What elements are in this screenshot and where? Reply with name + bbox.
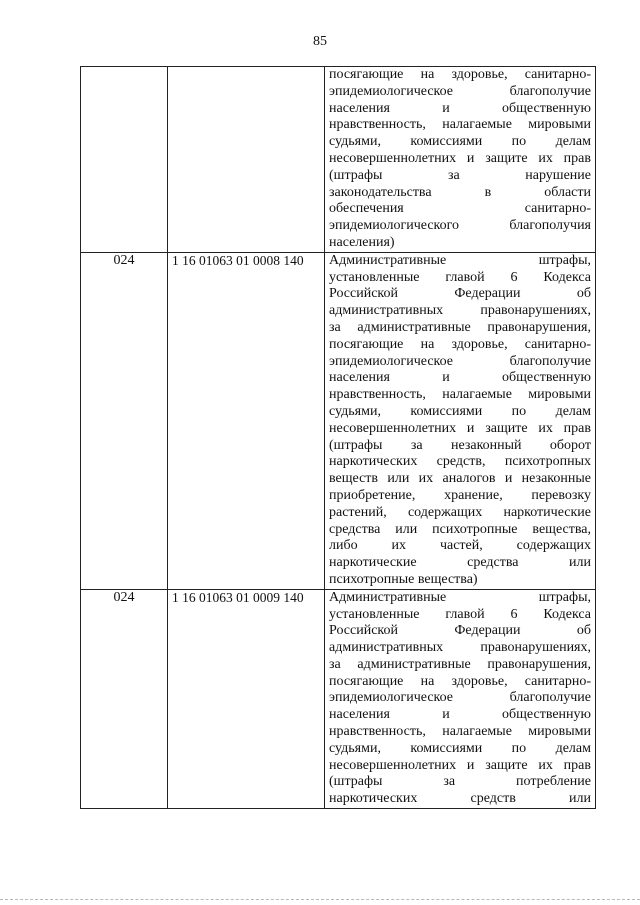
text-line: либо их частей, содержащих — [329, 538, 591, 554]
text-line: установленные главой 6 Кодекса — [329, 269, 591, 285]
text-line: посягающие на здоровье, санитарно- — [329, 673, 591, 689]
budget-code-cell: 1 16 01063 01 0008 140 — [168, 252, 325, 589]
text-line: несовершеннолетних и защите их прав — [329, 150, 591, 166]
text-line: наркотических средств, психотропных — [329, 454, 591, 470]
text-line: Административные штрафы, — [329, 589, 591, 605]
text-line: нравственность, налагаемые мировыми — [329, 724, 591, 740]
text-line: (штрафы за нарушение — [329, 167, 591, 183]
text-line: населения и общественную — [329, 370, 591, 386]
administrator-code-cell — [81, 67, 168, 253]
text-line: несовершеннолетних и защите их прав — [329, 757, 591, 773]
text-line: Российской Федерации об — [329, 286, 591, 302]
text-line: установленные главой 6 Кодекса — [329, 606, 591, 622]
table-body — [81, 67, 596, 809]
table-row — [81, 67, 596, 253]
text-line: населения) — [329, 234, 395, 250]
administrator-code-cell: 024 — [81, 589, 168, 808]
text-line: обеспечения санитарно- — [329, 201, 591, 217]
table-row — [81, 589, 596, 808]
text-line: населения и общественную — [329, 100, 591, 116]
revenue-name-cell — [325, 67, 596, 253]
text-line: населения и общественную — [329, 707, 591, 723]
budget-code-cell — [168, 67, 325, 253]
text-line: наркотические средства или — [329, 555, 591, 571]
page-number: 85 — [313, 34, 327, 49]
text-line: нравственность, налагаемые мировыми — [329, 117, 591, 133]
text-line: судьями, комиссиями по делам — [329, 403, 591, 419]
text-line: эпидемиологическое благополучие — [329, 690, 591, 706]
revenue-name-cell — [325, 252, 596, 589]
text-line: средства или психотропные вещества, — [329, 521, 591, 537]
text-line: наркотических средств или — [329, 791, 591, 807]
text-line: законодательства в области — [329, 184, 591, 200]
text-line: административных правонарушениях, — [329, 303, 591, 319]
text-line: посягающие на здоровье, санитарно- — [329, 336, 591, 352]
text-line: эпидемиологическое благополучие — [329, 353, 591, 369]
text-line: Административные штрафы, — [329, 252, 591, 268]
text-line: административных правонарушениях, — [329, 640, 591, 656]
page-bottom-divider — [0, 899, 640, 900]
text-line: Российской Федерации об — [329, 623, 591, 639]
table-row — [81, 252, 596, 589]
text-line: психотропные вещества) — [329, 571, 478, 587]
text-line: эпидемиологическое благополучие — [329, 83, 591, 99]
text-line: за административные правонарушения, — [329, 656, 591, 672]
budget-code-cell: 1 16 01063 01 0009 140 — [168, 589, 325, 808]
text-line: несовершеннолетних и защите их прав — [329, 420, 591, 436]
text-line: нравственность, налагаемые мировыми — [329, 387, 591, 403]
text-line: эпидемиологического благополучия — [329, 218, 591, 234]
text-line: посягающие на здоровье, санитарно- — [329, 67, 591, 82]
text-line: за административные правонарушения, — [329, 319, 591, 335]
administrator-code-cell: 024 — [81, 252, 168, 589]
text-line: судьями, комиссиями по делам — [329, 134, 591, 150]
text-line: (штрафы за незаконный оборот — [329, 437, 591, 453]
text-line: судьями, комиссиями по делам — [329, 740, 591, 756]
revenue-name-cell — [325, 589, 596, 808]
text-line: (штрафы за потребление — [329, 774, 591, 790]
text-line: приобретение, хранение, перевозку — [329, 487, 591, 503]
budget-classification-table — [80, 66, 596, 809]
text-line: веществ или их аналогов и незаконные — [329, 471, 591, 487]
text-line: растений, содержащих наркотические — [329, 504, 591, 520]
